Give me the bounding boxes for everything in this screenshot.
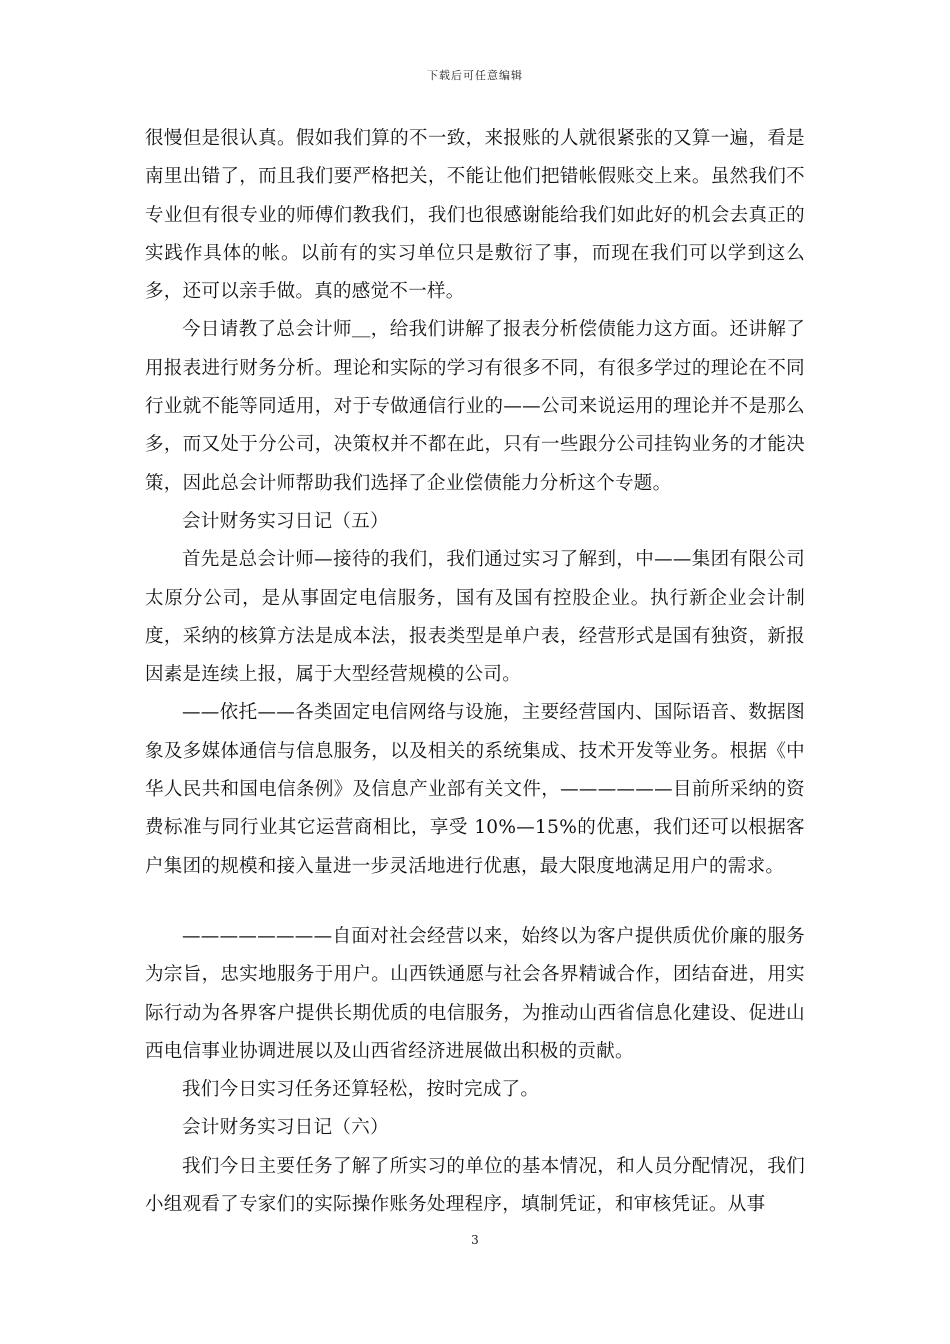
header-note: 下载后可任意编辑 [427, 69, 523, 82]
body-text [145, 120, 805, 1224]
paragraph-day-six: 我们今日主要任务了解了所实习的单位的基本情况，和人员分配情况，我们小组观看了专家们的实际操作账务处理程序，填制凭证，和审核凭证。从事 [145, 1155, 805, 1216]
paragraph-chief-accountant: 今日请教了总会计师＿，给我们讲解了报表分析偿债能力这方面。还讲解了用报表进行财务分析。理论和实际的学习有很多不同，有很多学过的理论在不同行业就不能等同适用，对于专做通信行业的——公司来说运用的理论并不是那么多，而又处于分公司，决策权并不都在此，只有一些跟分公司挂钩业务的才能决策，因此总会计师帮助我们选择了企业偿债能力分析这个专题。 [145, 319, 805, 494]
paragraph-company-intro: 首先是总会计师—接待的我们，我们通过实习了解到，中——集团有限公司太原分公司，是从事固定电信服务，国有及国有控股企业。执行新企业会计制度，采纳的核算方法是成本法，报表类型是单户表，经营形式是国有独资，新报因素是连续上报，属于大型经营规模的公司。 [145, 549, 805, 686]
paragraph-task-done: 我们今日实习任务还算轻松，按时完成了。 [182, 1079, 540, 1101]
paragraph-business-scope: ——依托——各类固定电信网络与设施，主要经营国内、国际语音、数据图象及多媒体通信与信息服务，以及相关的系统集成、技术开发等业务。根据《中华人民共和国电信条例》及信息产业部有关文件，——————目前所采纳的资费标准与同行业其它运营商相比，享受 10%—15%的优惠，我们还可以根据客户集团的规模和接入量进一步灵活地进行优惠，最大限度地满足用户的需求。 [145, 702, 805, 877]
paragraph-service-mission: ————————自面对社会经营以来，始终以为客户提供质优价廉的服务为宗旨，忠实地服务于用户。山西铁通愿与社会各界精诚合作，团结奋进，用实际行动为各界客户提供长期优质的电信服务，为推动山西省信息化建设、促进山西电信事业协调进展以及山西省经济进展做出积极的贡献。 [145, 925, 805, 1062]
page-number: 3 [471, 1233, 479, 1247]
paragraph-continuation: 很慢但是很认真。假如我们算的不一致，来报账的人就很紧张的又算一遍，看是南里出错了，而且我们要严格把关，不能让他们把错帐假账交上来。虽然我们不专业但有很专业的师傅们教我们，我们也很感谢能给我们如此好的机会去真正的实践作具体的帐。以前有的实习单位只是敷衍了事，而现在我们可以学到这么多，还可以亲手做。真的感觉不一样。 [145, 128, 805, 303]
diary-heading-6: 会计财务实习日记（六） [182, 1117, 389, 1139]
diary-heading-5: 会计财务实习日记（五） [182, 510, 389, 532]
